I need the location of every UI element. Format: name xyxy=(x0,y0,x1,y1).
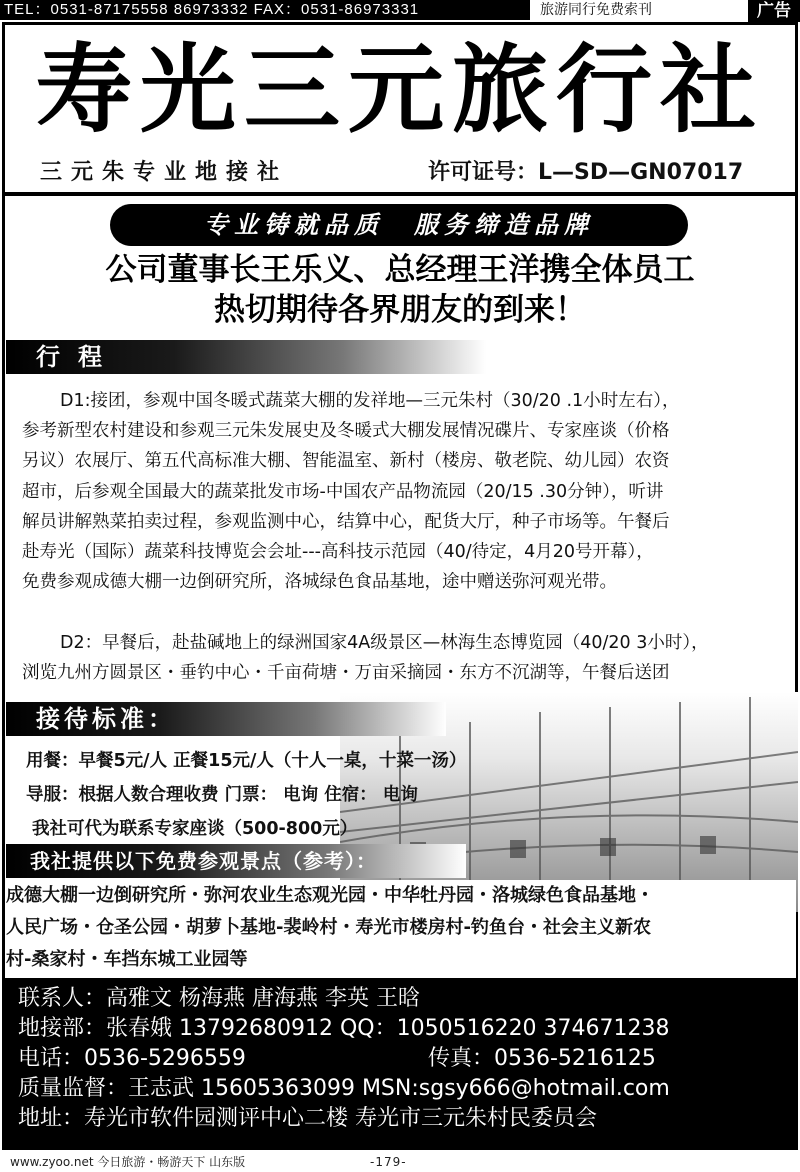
free-spots-list xyxy=(6,880,796,978)
welcome-message xyxy=(0,250,800,330)
itinerary-heading: 行程 xyxy=(6,340,486,374)
free-spots-line: 村-桑家村・车挡东城工业园等 xyxy=(6,949,248,970)
free-index-label: 旅游同行免费索刊 xyxy=(540,2,652,18)
welcome-line-1: 公司董事长王乐义、总经理王洋携全体员工 xyxy=(105,252,695,288)
slogan-banner: 专业铸就品质 服务缔造品牌 xyxy=(110,204,688,246)
standards-list xyxy=(26,744,586,846)
free-spots-line: 成德大棚一边倒研究所・弥河农业生态观光园・中华牡丹园・洛城绿色食品基地・ xyxy=(6,885,654,906)
top-contact-info: TEL：0531-87175558 86973332 FAX：0531-86973331 xyxy=(0,0,530,20)
day1-line: 超市，后参观全国最大的蔬菜批发市场-中国农产品物流园（20/15 .30分钟），听讲 xyxy=(22,481,664,502)
footer-site: www.zyoo.net 今日旅游・畅游天下 山东版 xyxy=(10,1155,246,1169)
day1-line: D1:接团，参观中国冬暖式蔬菜大棚的发祥地—三元朱村（30/20 .1小时左右）， xyxy=(60,391,680,411)
welcome-line-2: 热切期待各界朋友的到来！ xyxy=(214,292,586,328)
itinerary-day1 xyxy=(22,386,782,597)
ad-badge: 广告 xyxy=(748,0,800,22)
local-department: 地接部：张春娥 13792680912 QQ：1050516220 374671238 xyxy=(18,1016,670,1041)
day1-line: 解员讲解熟菜拍卖过程，参观监测中心，结算中心，配货大厅，种子市场等。午餐后 xyxy=(22,511,670,532)
expert-talk-note: 我社可代为联系专家座谈（500-800元） xyxy=(32,819,358,839)
phone-number: 电话：0536-5296559 xyxy=(18,1046,246,1071)
day1-line: 另议）农展厅、第五代高标准大棚、智能温室、新村（楼房、敬老院、幼儿园）农资 xyxy=(22,451,670,472)
day1-line: 赴寿光（国际）蔬菜科技博览会会址---高科技示范园（40/待定，4月20号开幕）， xyxy=(22,541,654,562)
day2-line: D2：早餐后，赴盐碱地上的绿洲国家4A级景区—林海生态博览园（40/20 3小时）， xyxy=(60,633,709,653)
guide-standard: 导服：根据人数合理收费 门票： 电询 住宿： 电询 xyxy=(26,785,418,805)
itinerary-day2 xyxy=(22,628,782,688)
day1-line: 免费参观成德大棚一边倒研究所，洛城绿色食品基地，途中赠送弥河观光带。 xyxy=(22,572,617,593)
agency-title: 寿光三元旅行社 xyxy=(36,34,764,146)
agency-subtitle: 三元朱专业地接社 xyxy=(40,160,289,185)
free-spots-heading: 我社提供以下免费参观景点（参考）： xyxy=(6,844,466,878)
contact-people: 联系人：高雅文 杨海燕 唐海燕 李英 王晗 xyxy=(18,986,420,1011)
address: 地址：寿光市软件园测评中心二楼 寿光市三元朱村民委员会 xyxy=(18,1106,597,1131)
fax-number: 传真：0536-5216125 xyxy=(428,1046,656,1071)
page-number: -179- xyxy=(370,1155,407,1169)
meal-standard: 用餐：早餐5元/人 正餐15元/人（十人一桌，十菜一汤） xyxy=(26,751,467,771)
day1-line: 参考新型农村建设和参观三元朱发展史及冬暖式大棚发展情况碟片、专家座谈（价格 xyxy=(22,421,670,442)
license-number: 许可证号：L—SD—GN07017 xyxy=(428,160,744,185)
phone-fax-row xyxy=(18,1044,656,1074)
day2-line: 浏览九州方圆景区・垂钓中心・千亩荷塘・万亩采摘园・东方不沉湖等，午餐后送团 xyxy=(22,663,670,684)
contact-block xyxy=(4,978,796,1148)
subtitle-row xyxy=(40,156,780,190)
quality-supervision: 质量监督：王志武 15605363099 MSN:sgsy666@hotmail.com xyxy=(18,1076,670,1101)
free-spots-line: 人民广场・仓圣公园・胡萝卜基地-裴岭村・寿光市楼房村-钓鱼台・社会主义新农 xyxy=(6,917,651,938)
standards-heading: 接待标准： xyxy=(6,702,446,736)
header-divider xyxy=(4,192,796,196)
page-footer xyxy=(0,1152,800,1172)
top-bar xyxy=(0,0,800,20)
